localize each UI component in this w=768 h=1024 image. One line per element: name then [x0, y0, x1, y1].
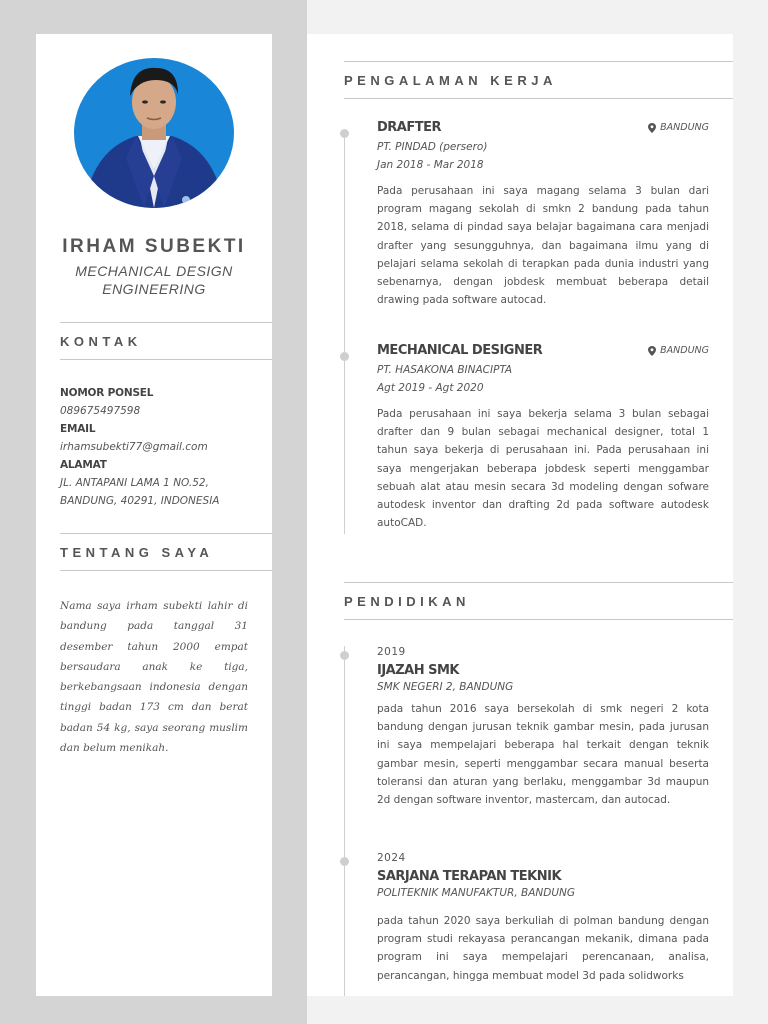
- phone-label: NOMOR PONSEL: [60, 387, 154, 399]
- about-text: Nama saya irham subekti lahir di bandung pada tanggal 31 desember tahun 2000 empat bersaudara anak ke tiga, berkebangsaan indonesia dengan tinggi badan 173 cm dan berat badan 54 kg, saya seorang muslim dan belum menikah.: [60, 600, 248, 755]
- left-sidebar: [36, 34, 272, 996]
- timeline-dot: [340, 352, 349, 361]
- job-period: Jan 2018 - Mar 2018: [377, 159, 484, 171]
- experience-item: [377, 343, 709, 532]
- education-title: IJAZAH SMK: [377, 663, 460, 678]
- profile-photo: [74, 58, 234, 208]
- education-item: [377, 644, 709, 809]
- job-period: Agt 2019 - Agt 2020: [377, 382, 484, 394]
- education-school: SMK NEGERI 2, BANDUNG: [377, 681, 514, 693]
- job-description: Pada perusahaan ini saya magang selama 3 bulan dari program magang sekolah di smkn 2 bandung pada tahun 2018, selama di pindad saya belajar bagaimana cara menjadi drafter yang sesungguhnya, dan bagaimana ilmu yang di pelajari selama sekolah di terapkan pada dunia industri yang sebenarnya, dengan jobdesk membuat beberapa detail drawing pada software autocad.: [377, 185, 709, 307]
- experience-heading: PENGALAMAN KERJA: [344, 61, 733, 99]
- experience-item: [377, 120, 709, 309]
- timeline-dot: [340, 129, 349, 138]
- education-item: [377, 850, 709, 985]
- job-title: MECHANICAL DESIGNER: [377, 343, 543, 358]
- address-line-2: BANDUNG, 40291, INDONESIA: [60, 495, 220, 507]
- email-value: irhamsubekti77@gmail.com: [60, 441, 208, 453]
- contact-heading: KONTAK: [60, 322, 272, 360]
- profile-name: IRHAM SUBEKTI: [62, 236, 246, 257]
- location-pin-icon: [648, 123, 656, 133]
- job-company: PT. HASAKONA BINACIPTA: [377, 364, 513, 376]
- job-company: PT. PINDAD (persero): [377, 141, 488, 153]
- profile-role: MECHANICAL DESIGN ENGINEERING: [75, 263, 233, 297]
- experience-timeline: [344, 130, 345, 534]
- education-heading: PENDIDIKAN: [344, 582, 733, 620]
- contact-details: [60, 384, 260, 510]
- education-year: 2024: [377, 852, 406, 864]
- job-location-text: BANDUNG: [660, 122, 709, 133]
- phone-value: 089675497598: [60, 405, 141, 417]
- education-timeline: [344, 646, 345, 996]
- education-description: pada tahun 2020 saya berkuliah di polman bandung dengan program studi rekayasa perancangan mekanik, dimana pada program ini saya mempelajari perencanaan, analisa, perancangan, hingga membuat model 3d pada solidworks: [377, 915, 709, 982]
- education-title: SARJANA TERAPAN TEKNIK: [377, 869, 562, 884]
- job-location: [648, 345, 709, 356]
- about-heading: TENTANG SAYA: [60, 533, 272, 571]
- job-location-text: BANDUNG: [660, 345, 709, 356]
- address-line-1: JL. ANTAPANI LAMA 1 NO.52,: [60, 477, 209, 489]
- address-label: ALAMAT: [60, 459, 107, 471]
- education-year: 2019: [377, 646, 406, 658]
- education-description: pada tahun 2016 saya bersekolah di smk negeri 2 kota bandung dengan jurusan teknik gambar mesin, pada jurusan ini saya mempelajari beberapa hal terkait dengan teknik gambar mesin, seperti menggambar secara manual beserta toleransi dan aturan yang berlaku, menggambar 3d maupun 2d dengan software inventor, mastercam, dan autocad.: [377, 703, 709, 807]
- job-description: Pada perusahaan ini saya bekerja selama 3 bulan sebagai drafter dan 9 bulan sebagai mechanical designer, total 1 tahun saya bekerja di perusahaan ini. Pada perusahaan ini saya mengerjakan beberapa jobdesk seperti menggambar sebuah alat atau mesin secara 3d modeling dengan sofware autodesk inventor dan drafting 2d pada software autodesk autoCAD.: [377, 408, 709, 530]
- education-school: POLITEKNIK MANUFAKTUR, BANDUNG: [377, 887, 575, 899]
- main-content: [307, 34, 733, 996]
- job-title: DRAFTER: [377, 120, 442, 135]
- timeline-dot: [340, 857, 349, 866]
- email-label: EMAIL: [60, 423, 96, 435]
- timeline-dot: [340, 651, 349, 660]
- job-location: [648, 122, 709, 133]
- location-pin-icon: [648, 346, 656, 356]
